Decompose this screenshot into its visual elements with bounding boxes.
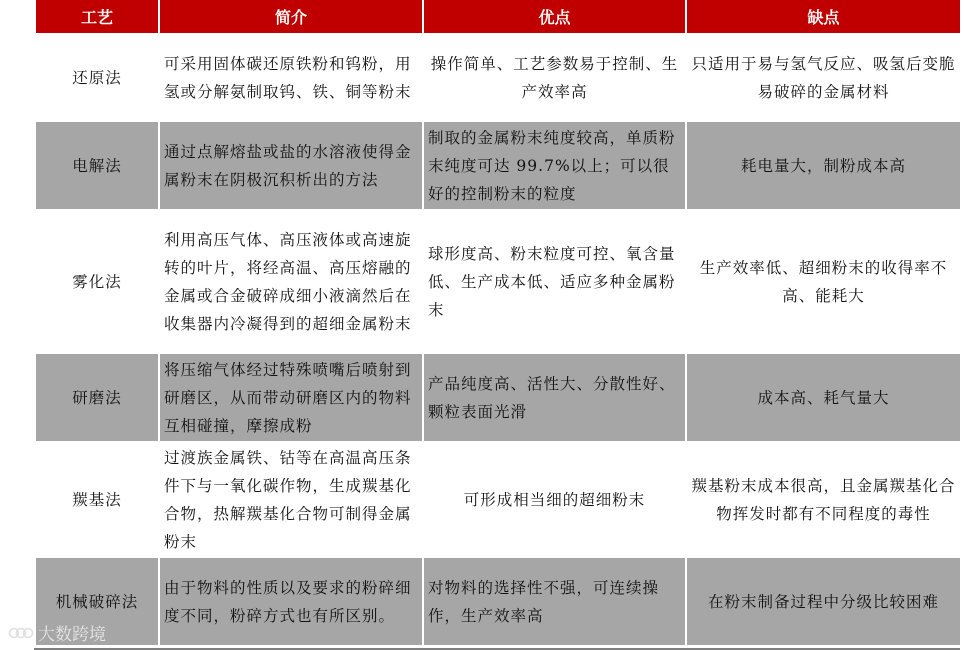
row-cons: 羰基粉末成本很高，且金属羰基化合物挥发时都有不同程度的毒性 bbox=[686, 442, 961, 558]
header-cons: 缺点 bbox=[686, 0, 961, 34]
row-process-name: 还原法 bbox=[35, 34, 159, 122]
row-cons: 生产效率低、超细粉末的收得率不高、能耗大 bbox=[686, 210, 961, 354]
watermark-logo-icon bbox=[8, 624, 34, 642]
row-pros: 操作简单、工艺参数易于控制、生产效率高 bbox=[423, 34, 686, 122]
row-process-name: 电解法 bbox=[35, 122, 159, 210]
row-intro: 可采用固体碳还原铁粉和钨粉，用氢或分解氨制取钨、铁、铜等粉末 bbox=[159, 34, 423, 122]
row-cons: 耗电量大，制粉成本高 bbox=[686, 122, 961, 210]
row-cons: 只适用于易与氢气反应、吸氢后变脆易破碎的金属材料 bbox=[686, 34, 961, 122]
table-row bbox=[35, 442, 961, 558]
row-pros: 对物料的选择性不强，可连续操作，生产效率高 bbox=[423, 558, 686, 646]
row-intro: 通过点解熔盐或盐的水溶液使得金属粉末在阴极沉积析出的方法 bbox=[159, 122, 423, 210]
process-comparison-table bbox=[34, 0, 962, 646]
row-process-name: 机械破碎法 bbox=[35, 558, 159, 646]
row-pros: 制取的金属粉末纯度较高，单质粉末纯度可达 99.7%以上；可以很好的控制粉末的粒度 bbox=[423, 122, 686, 210]
row-cons: 在粉末制备过程中分级比较困难 bbox=[686, 558, 961, 646]
table-row bbox=[35, 558, 961, 646]
table-row bbox=[35, 354, 961, 442]
header-intro: 简介 bbox=[159, 0, 423, 34]
row-pros: 可形成相当细的超细粉末 bbox=[423, 442, 686, 558]
row-intro: 将压缩气体经过特殊喷嘴后喷射到研磨区，从而带动研磨区内的物料互相碰撞，摩擦成粉 bbox=[159, 354, 423, 442]
watermark-text: 大数跨境 bbox=[38, 625, 106, 645]
row-pros: 产品纯度高、活性大、分散性好、颗粒表面光滑 bbox=[423, 354, 686, 442]
row-pros: 球形度高、粉末粒度可控、氧含量低、生产成本低、适应多种金属粉末 bbox=[423, 210, 686, 354]
table-row bbox=[35, 122, 961, 210]
row-intro: 由于物料的性质以及要求的粉碎细度不同，粉碎方式也有所区别。 bbox=[159, 558, 423, 646]
table-row bbox=[35, 210, 961, 354]
process-comparison-table-wrapper bbox=[34, 0, 960, 646]
row-process-name: 研磨法 bbox=[35, 354, 159, 442]
row-process-name: 羰基法 bbox=[35, 442, 159, 558]
row-process-name: 雾化法 bbox=[35, 210, 159, 354]
table-header-row bbox=[35, 0, 961, 34]
row-intro: 过渡族金属铁、钴等在高温高压条件下与一氧化碳作物，生成羰基化合物，热解羰基化合物可制得金属粉末 bbox=[159, 442, 423, 558]
row-intro: 利用高压气体、高压液体或高速旋转的叶片，将经高温、高压熔融的金属或合金破碎成细小液滴然后在收集器内冷凝得到的超细金属粉末 bbox=[159, 210, 423, 354]
header-pros: 优点 bbox=[423, 0, 686, 34]
watermark bbox=[8, 620, 106, 645]
row-cons: 成本高、耗气量大 bbox=[686, 354, 961, 442]
table-row bbox=[35, 34, 961, 122]
header-process: 工艺 bbox=[35, 0, 159, 34]
